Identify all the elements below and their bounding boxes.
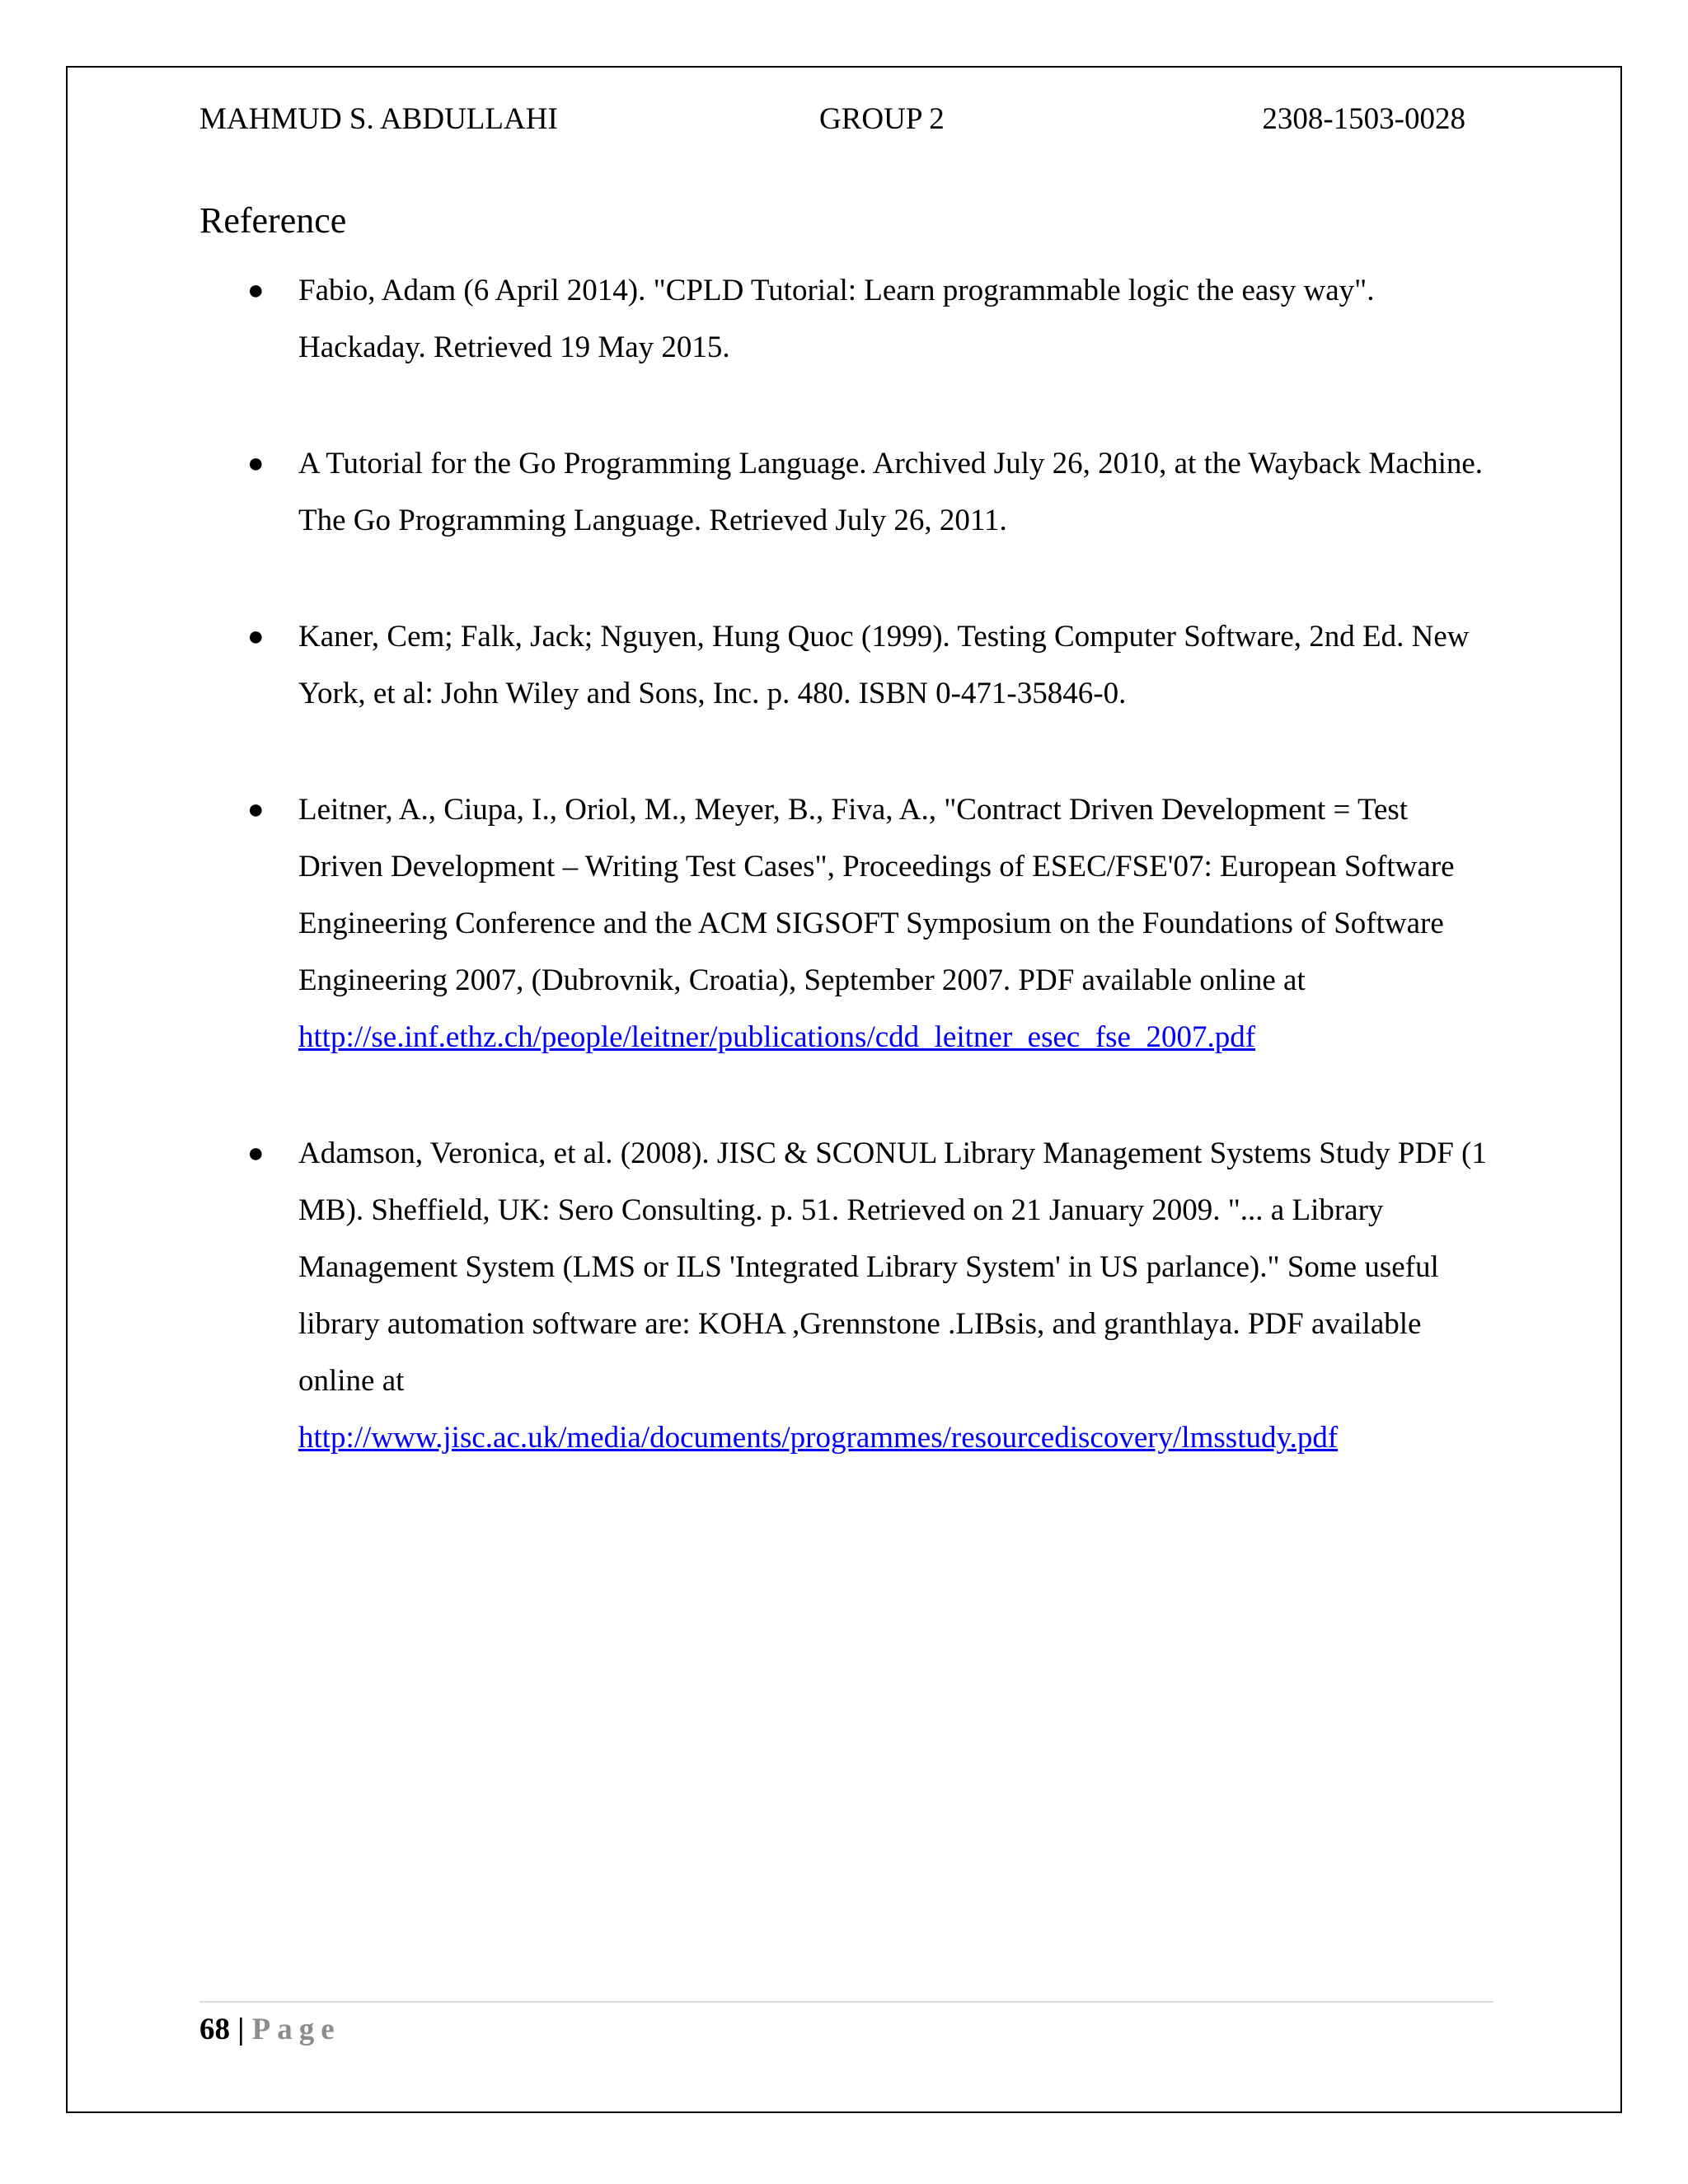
- reference-text: A Tutorial for the Go Programming Language. Archived July 26, 2010, at the Wayback Machine. The Go Programming Language. Retrieved July 26, 2011.: [298, 447, 1484, 537]
- bullet-icon: ●: [247, 1138, 265, 1169]
- reference-text: Fabio, Adam (6 April 2014). "CPLD Tutorial: Learn programmable logic the easy way". Hackaday. Retrieved 19 May 2015.: [298, 274, 1375, 364]
- reference-link[interactable]: http://www.jisc.ac.uk/media/documents/programmes/resourcediscovery/lmsstudy.pdf: [298, 1421, 1339, 1455]
- reference-text: Adamson, Veronica, et al. (2008). JISC & SCONUL Library Management Systems Study PDF (1 MB). Sheffield, UK: Sero Consulting. p. 51. Retrieved on 21 January 2009. "... a Library Management System (LMS or ILS 'Integrated Library System' in US parlance)." Some useful library automation software are: KOHA ,Grennstone .LIBsis, and granthlaya. PDF available online at: [298, 1137, 1487, 1398]
- header-id: 2308-1503-0028: [1262, 102, 1465, 136]
- reference-text: Leitner, A., Ciupa, I., Oriol, M., Meyer, B., Fiva, A., "Contract Driven Development = Test Driven Development – Writing Test Cases", Proceedings of ESEC/FSE'07: European Software Engineering Conference and the ACM SIGSOFT Symposium on the Foundations of Software Engineering 2007, (Dubrovnik, Croatia), September 2007. PDF available online at: [298, 793, 1455, 997]
- header-author: MAHMUD S. ABDULLAHI: [199, 102, 558, 136]
- bullet-icon: ●: [247, 448, 265, 479]
- reference-list: [199, 262, 1493, 1526]
- bullet-icon: ●: [247, 621, 265, 652]
- page-footer: [199, 2009, 341, 2050]
- header-group: GROUP 2: [819, 102, 945, 136]
- page-header: [199, 99, 1465, 140]
- reference-item: [199, 1125, 1493, 1466]
- footer-divider: [199, 2001, 1493, 2003]
- reference-link[interactable]: http://se.inf.ethz.ch/people/leitner/publications/cdd_leitner_esec_fse_2007.pdf: [298, 1020, 1256, 1054]
- page-word: Page: [251, 2013, 341, 2046]
- footer-separator: |: [237, 2013, 245, 2046]
- page-number: 68: [199, 2013, 230, 2046]
- reference-item: [199, 262, 1493, 376]
- bullet-icon: ●: [247, 275, 265, 306]
- reference-item: [199, 435, 1493, 549]
- reference-item: [199, 608, 1493, 722]
- reference-item: [199, 781, 1493, 1066]
- bullet-icon: ●: [247, 794, 265, 825]
- reference-text: Kaner, Cem; Falk, Jack; Nguyen, Hung Quoc (1999). Testing Computer Software, 2nd Ed. New York, et al: John Wiley and Sons, Inc. p. 480. ISBN 0-471-35846-0.: [298, 620, 1470, 710]
- section-title: Reference: [199, 200, 347, 241]
